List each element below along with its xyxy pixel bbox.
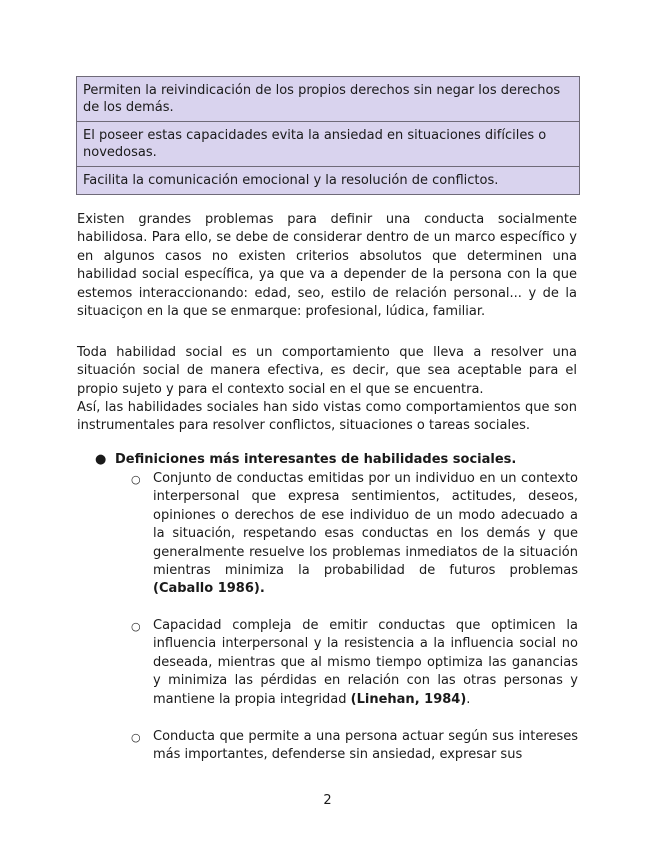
table-row: Facilita la comunicación emocional y la resolución de conflictos. xyxy=(77,167,579,194)
bullet-heading xyxy=(95,451,575,469)
definition-text: Conducta que permite a una persona actuar según sus intereses más importantes, defenderse sin ansiedad, expresar sus xyxy=(153,729,578,763)
circle-bullet-icon: ○ xyxy=(131,620,141,633)
definition-text xyxy=(153,470,578,599)
circle-bullet-icon: ○ xyxy=(131,731,141,744)
definition-body: Conjunto de conductas emitidas por un individuo en un contexto interpersonal que expresa sentimientos, actitudes, deseos, opiniones o derechos de ese individuo de un modo adecuado a la situación, respetando esas conductas en los demás y que generalmente resuelve los problemas inmediatos de la situación mientras minimiza la probabilidad de futuros problemas xyxy=(153,471,578,579)
page-number: 2 xyxy=(323,793,332,808)
definition-text xyxy=(153,617,578,709)
paragraph-social-skill: Toda habilidad social es un comportamiento que lleva a resolver una situación social de manera efectiva, es decir, que sea aceptable para el propio sujeto y para el contexto social en el que se encuentra. xyxy=(77,345,577,397)
citation: (Caballo 1986). xyxy=(153,581,265,597)
table-row: Permiten la reivindicación de los propios derechos sin negar los derechos de los demás. xyxy=(77,77,579,122)
definition-item xyxy=(131,617,578,709)
heading-text: Definiciones más interesantes de habilidades sociales. xyxy=(115,452,517,467)
circle-bullet-icon: ○ xyxy=(131,473,141,486)
definition-body: Capacidad compleja de emitir conductas que optimicen la influencia interpersonal y la resistencia a la influencia social no deseada, mientras que al mismo tiempo optimiza las ganancias y minimiza las pérdidas en relación con las otras personas y mantiene la propia integridad xyxy=(153,618,578,707)
definition-item xyxy=(131,728,578,765)
citation: (Linehan, 1984) xyxy=(350,691,467,707)
definition-tail: . xyxy=(466,691,471,707)
table-row: El poseer estas capacidades evita la ansiedad en situaciones difíciles o novedosas. xyxy=(77,122,579,167)
bullet-dot-icon: ● xyxy=(95,452,107,467)
characteristics-table xyxy=(76,76,580,195)
paragraph-instrumental: Así, las habilidades sociales han sido vistas como comportamientos que son instrumentales para resolver conflictos, situaciones o tareas sociales. xyxy=(77,400,577,434)
definition-item xyxy=(131,470,578,599)
paragraph-definition-problems: Existen grandes problemas para definir una conducta socialmente habilidosa. Para ello, se debe de considerar dentro de un marco específico y en algunos casos no existen criterios absolutos que determinen una habilidad social específica, ya que va a depender de la persona con la que estemos interaccionando: edad, seo, estilo de relación personal... y de la situaciçon en la que se enmarque: profesional, lúdica, familiar. xyxy=(77,212,577,320)
